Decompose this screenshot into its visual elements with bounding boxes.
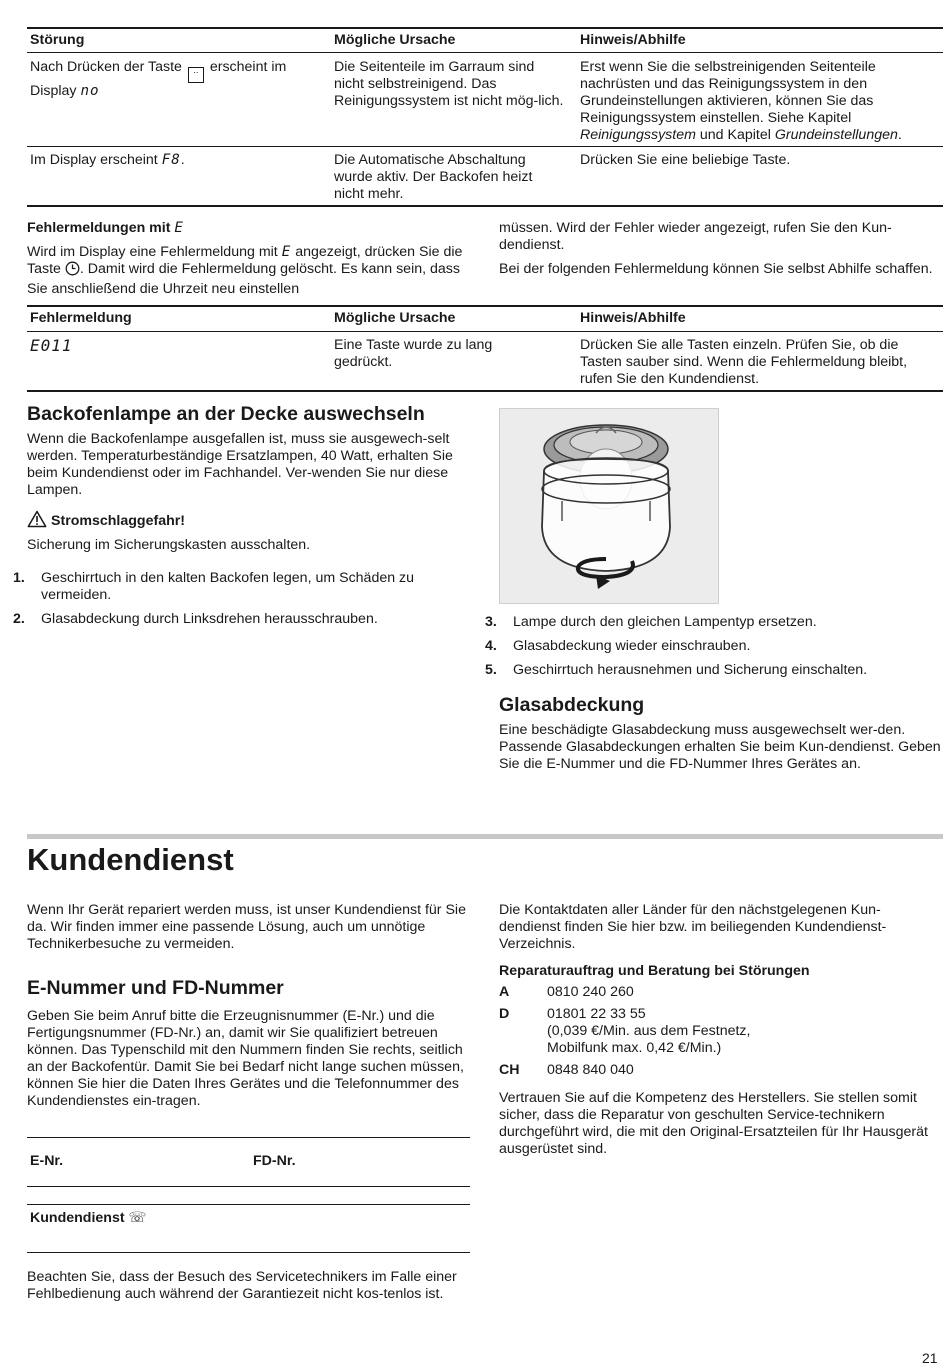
error-section-right-text-2: Bei der folgenden Fehlermeldung können Sie selbst Abhilfe schaffen. (499, 261, 933, 277)
table2-row1-abhilfe: Drücken Sie alle Tasten einzeln. Prüfen Sie, ob die Tasten sauber sind. Wenn die Fehlermeldung bleibt, rufen Sie den Kundendienst. (580, 337, 908, 387)
glass-text: Eine beschädigte Glasabdeckung muss ausgewechselt wer-den. Passende Glasabdeckungen erhalten Sie beim Kun-dendienst. Geben Sie die E-Nummer und die FD-Nummer Ihres Gerätes an. (499, 722, 941, 772)
glass-section-title: Glasabdeckung (499, 694, 645, 716)
table1-header-ursache: Mögliche Ursache (334, 32, 456, 48)
lamp-step-4: 4. Glasabdeckung wieder einschrauben. (485, 638, 751, 654)
table1-top-rule (27, 27, 943, 29)
warning-text: Sicherung im Sicherungskasten ausschalten. (27, 537, 311, 553)
trust-text: Vertrauen Sie auf die Kompetenz des Herstellers. Sie stellen somit sicher, dass die Reparatur von geschulten Service-technikern durchgeführt wird, die mit den Original-Ersatzteilen für Ihr Hausgerät ausgerüstet sind. (499, 1090, 928, 1157)
kd-phone-label: Kundendienst ☏ (30, 1210, 147, 1226)
table1-row2-ursache: Die Automatische Abschaltung wurde aktiv. Der Backofen heizt nicht mehr. (334, 152, 533, 202)
enr-label: E-Nr. (30, 1153, 64, 1169)
lamp-step-5: 5. Geschirrtuch herausnehmen und Sicherung einschalten. (485, 662, 868, 678)
kd-box-top-rule (27, 1204, 470, 1205)
contact-intro: Die Kontaktdaten aller Länder für den nächstgelegenen Kun-dendienst finden Sie hier bzw. im beiliegenden Kundendienst-Verzeichnis. (499, 902, 887, 952)
display-code-no: no (80, 83, 100, 99)
table1-header-rule (27, 52, 943, 53)
lamp-step-1: 1. Geschirrtuch in den kalten Backofen legen, um Schäden zu vermeiden. (13, 570, 415, 603)
table1-row2-stoerung: Im Display erscheint F8. (30, 152, 185, 168)
enr-text: Geben Sie beim Anruf bitte die Erzeugnisnummer (E-Nr.) und die Fertigungsnummer (FD-Nr.) an, damit wir Sie qualifiziert betreuen können. Das Typenschild mit den Nummern finden Sie rechts, seitlich an der Backofentür. Damit Sie bei Bedarf nicht lange suchen müssen, können Sie hier die Daten Ihres Gerätes und die Telefonnummer des Kundendienstes ein-tragen. (27, 1008, 464, 1109)
table1-row-rule (27, 146, 943, 147)
table2-header-ursache: Mögliche Ursache (334, 310, 456, 326)
error-section-heading: Fehlermeldungen mit E (27, 220, 184, 236)
table2-header-rule (27, 331, 943, 332)
service-title: Kundendienst (27, 842, 234, 877)
warning-triangle-icon (27, 510, 47, 533)
table1-header-abhilfe: Hinweis/Abhilfe (580, 32, 686, 48)
error-code-e011: E011 (30, 336, 73, 355)
table2-header-abhilfe: Hinweis/Abhilfe (580, 310, 686, 326)
enr-section-title: E-Nummer und FD-Nummer (27, 977, 284, 999)
display-code-f8: F8 (161, 152, 181, 168)
error-code-e: E (174, 220, 184, 236)
clock-icon (65, 261, 80, 281)
table2-bottom-rule (27, 390, 943, 392)
cleaning-key-icon: ⁚⁚ (188, 67, 204, 83)
lamp-illustration (499, 408, 719, 604)
table2-top-rule (27, 305, 943, 307)
fdnr-label: FD-Nr. (253, 1153, 296, 1169)
telephone-icon: ☏ (128, 1210, 147, 1226)
service-intro: Wenn Ihr Gerät repariert werden muss, ist unser Kundendienst für Sie da. Wir finden immer eine passende Lösung, auch um unnötige Technikerbesuche zu vermeiden. (27, 902, 466, 952)
table1-row1-abhilfe: Erst wenn Sie die selbstreinigenden Seitenteile nachrüsten und das Reinigungssystem in den Grundeinstellungen aktivieren, können Sie das Reinigungssystem einstellen. Siehe Kapitel Reinigungssystem und Kapitel Grundeinstellungen. (580, 59, 902, 143)
section-divider (27, 834, 943, 839)
error-section-left-text: Wird im Display eine Fehlermeldung mit E angezeigt, drücken Sie die Taste . Damit wird die Fehlermeldung gelöscht. Es kann sein, dass Sie anschließend die Uhrzeit neu einstellen (27, 244, 463, 297)
lamp-step-3: 3. Lampe durch den gleichen Lampentyp ersetzen. (485, 614, 817, 630)
table1-row2-abhilfe: Drücken Sie eine beliebige Taste. (580, 152, 791, 168)
lamp-section-title: Backofenlampe an der Decke auswechseln (27, 403, 425, 425)
error-section-right-text-1: müssen. Wird der Fehler wieder angezeigt, rufen Sie den Kun-dendienst. (499, 220, 892, 253)
table1-row1-stoerung: Nach Drücken der Taste ⁚⁚ erscheint im Display no (30, 59, 287, 99)
lamp-intro: Wenn die Backofenlampe ausgefallen ist, muss sie ausgewech-selt werden. Temperaturbeständige Ersatzlampen, 40 Watt, erhalten Sie beim Kundendienst oder im Fachhandel. Ver-wenden Sie nur diese Lampen. (27, 431, 453, 498)
table1-bottom-rule (27, 205, 943, 207)
lamp-step-2: 2. Glasabdeckung durch Linksdrehen herausschrauben. (13, 611, 378, 627)
service-note: Beachten Sie, dass der Besuch des Servicetechnikers im Falle einer Fehlbedienung auch während der Garantiezeit nicht kos-tenlos ist. (27, 1269, 457, 1302)
table2-header-fehlermeldung: Fehlermeldung (30, 310, 132, 326)
table1-header-stoerung: Störung (30, 32, 85, 48)
repair-heading: Reparaturauftrag und Beratung bei Störungen (499, 963, 810, 979)
enr-box-bottom-rule (27, 1186, 470, 1187)
page-number: 21 (922, 1350, 938, 1366)
warning-heading: Stromschlaggefahr! (27, 510, 185, 533)
kd-box-bottom-rule (27, 1252, 470, 1253)
enr-box-top-rule (27, 1137, 470, 1138)
table1-row1-ursache: Die Seitenteile im Garraum sind nicht selbstreinigend. Das Reinigungssystem ist nicht mög-lich. (334, 59, 564, 109)
table2-row1-ursache: Eine Taste wurde zu lang gedrückt. (334, 337, 493, 370)
